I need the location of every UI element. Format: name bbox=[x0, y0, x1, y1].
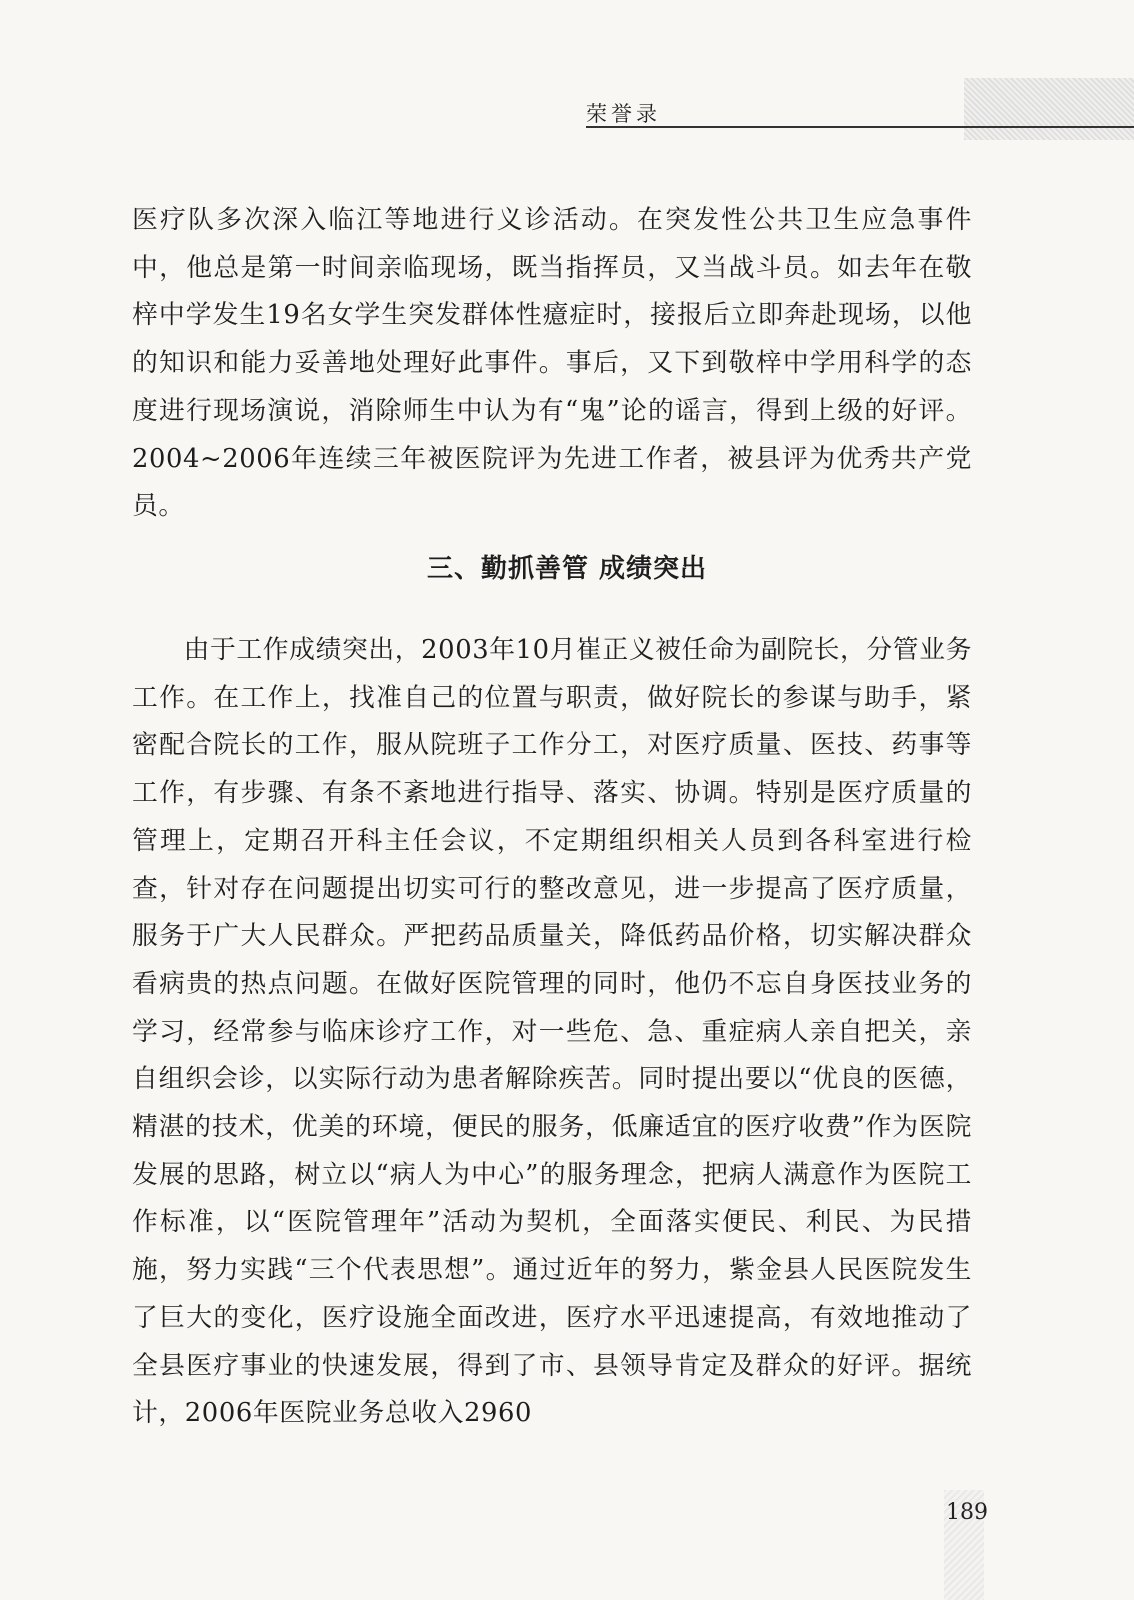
running-header: 荣誉录 bbox=[586, 102, 661, 126]
paragraph-section-three: 由于工作成绩突出，2003年10月崔正义被任命为副院长，分管业务工作。在工作上，找准自己的位置与职责，做好院长的参谋与助手，紧密配合院长的工作，服从院班子工作分工，对医疗质量、医技、药事等工作，有步骤、有条不紊地进行指导、落实、协调。特别是医疗质量的管理上，定期召开科主任会议，不定期组织相关人员到各科室进行检查，针对存在问题提出切实可行的整改意见，进一步提高了医疗质量，服务于广大人民群众。严把药品质量关，降低药品价格，切实解决群众看病贵的热点问题。在做好医院管理的同时，他仍不忘自身医技业务的学习，经常参与临床诊疗工作，对一些危、急、重症病人亲自把关，亲自组织会诊，以实际行动为患者解除疾苦。同时提出要以“优良的医德，精湛的技术，优美的环境，便民的服务，低廉适宜的医疗收费”作为医院发展的思路，树立以“病人为中心”的服务理念，把病人满意作为医院工作标准，以“医院管理年”活动为契机，全面落实便民、利民、为民措施，努力实践“三个代表思想”。通过近年的努力，紫金县人民医院发生了巨大的变化，医疗设施全面改进，医疗水平迅速提高，有效地推动了全县医疗事业的快速发展，得到了市、县领导肯定及群众的好评。据统计，2006年医院业务总收入2960 bbox=[132, 635, 972, 1429]
page-number: 189 bbox=[946, 1500, 988, 1525]
paragraph-continued: 医疗队多次深入临江等地进行义诊活动。在突发性公共卫生应急事件中，他总是第一时间亲临现场，既当指挥员，又当战斗员。如去年在敬梓中学发生19名女学生突发群体性癔症时，接报后立即奔赴现场，以他的知识和能力妥善地处理好此事件。事后，又下到敬梓中学用科学的态度进行现场演说，消除师生中认为有“鬼”论的谣言，得到上级的好评。2004~2006年连续三年被医院评为先进工作者，被县评为优秀共产党员。 bbox=[132, 205, 972, 522]
section-heading: 三、勤抓善管 成绩突出 bbox=[426, 554, 708, 584]
header-rule bbox=[586, 126, 1134, 128]
scan-shading-top bbox=[964, 78, 1134, 140]
